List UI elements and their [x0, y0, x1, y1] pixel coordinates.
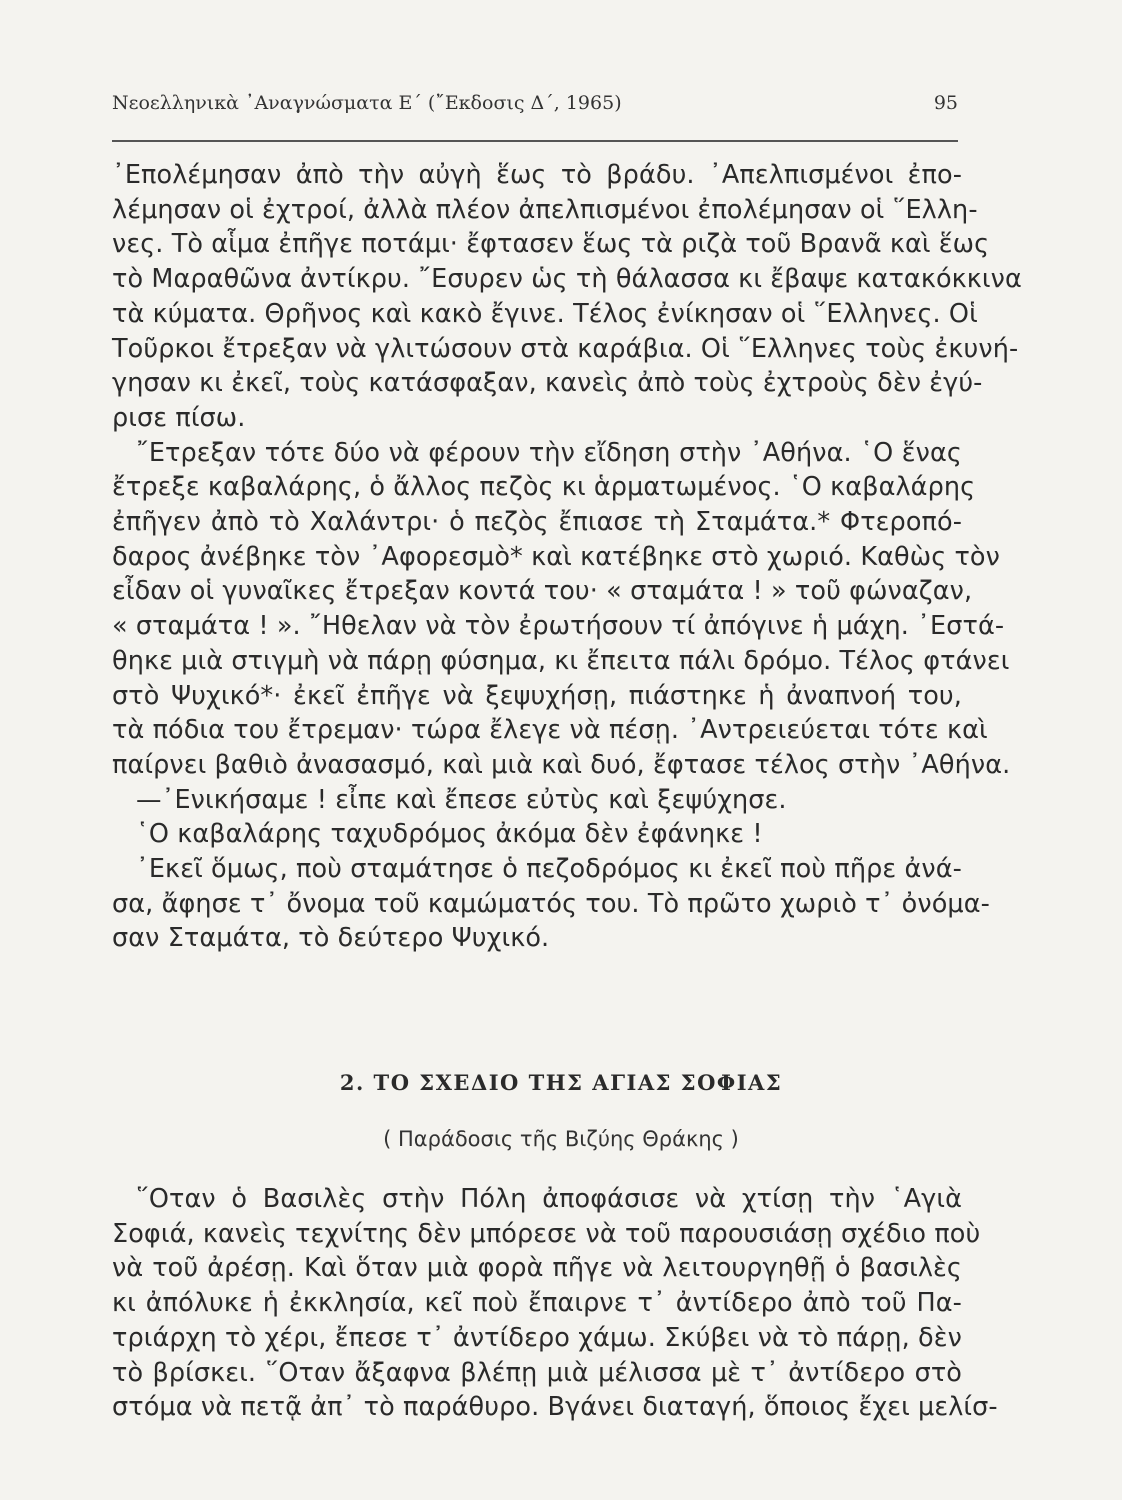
text-line: ᾿Επολέμησαν ἀπὸ τὴν αὐγὴ ἕως τὸ βράδυ. ᾿Απελπισμένοι ἐπο- [112, 160, 962, 190]
text-line: —᾿Ενικήσαμε ! εἶπε καὶ ἔπεσε εὐτὺς καὶ ξεψύχησε. [136, 784, 787, 815]
section-subtitle: ( Παράδοσις τῆς Βιζύης Θράκης ) [383, 1127, 739, 1151]
text-line: ρισε πίσω. [112, 402, 246, 433]
text-line: ἐπῆγεν ἀπὸ τὸ Χαλάντρι· ὁ πεζὸς ἔπιασε τὴ Σταμάτα.* Φτεροπό- [112, 507, 962, 538]
text-line: δαρος ἀνέβηκε τὸν ᾿Αφορεσμὸ* καὶ κατέβηκε στὸ χωριό. Καθὼς τὸν [112, 541, 1000, 572]
text-line: κι ἀπόλυκε ἡ ἐκκλησία, κεῖ ποὺ ἔπαιρνε τ᾿ ἀντίδερο ἀπὸ τοῦ Πα- [112, 1288, 962, 1319]
text-line: παίρνει βαθιὸ ἀνασασμό, καὶ μιὰ καὶ δυό, ἔφτασε τέλος στὴν ᾿Αθήνα. [112, 749, 1011, 780]
section-title: 2. ΤΟ ΣΧΕΔΙΟ ΤΗΣ ΑΓΙΑΣ ΣΟΦΙΑΣ [339, 1070, 783, 1095]
text-line: νες. Τὸ αἷμα ἐπῆγε ποτάμι· ἔφτασεν ἕως τὰ ριζὰ τοῦ Βρανᾶ καὶ ἕως [112, 229, 990, 260]
text-line: θηκε μιὰ στιγμὴ νὰ πάρῃ φύσημα, κι ἔπειτα πάλι δρόμο. Τέλος φτάνει [112, 645, 1010, 676]
text-line: γησαν κι ἐκεῖ, τοὺς κατάσφαξαν, κανεὶς ἀπὸ τοὺς ἐχτροὺς δὲν ἐγύ- [112, 368, 983, 399]
text-line: ῎Ετρεξαν τότε δύο νὰ φέρουν τὴν εἴδηση στὴν ᾿Αθήνα. ῾Ο ἕνας [136, 437, 962, 468]
text-line: νὰ τοῦ ἀρέσῃ. Καὶ ὅταν μιὰ φορὰ πῆγε νὰ λειτουργηθῇ ὁ βασιλὲς [112, 1253, 962, 1284]
text-line: ῞Οταν ὁ Βασιλὲς στὴν Πόλη ἀποφάσισε νὰ χτίσῃ τὴν ῾Αγιὰ [136, 1184, 962, 1214]
text-line: στόμα νὰ πετᾷ ἀπ᾿ τὸ παράθυρο. Βγάνει διαταγή, ὅποιος ἔχει μελίσ- [112, 1392, 998, 1423]
text-line: τὰ κύματα. Θρῆνος καὶ κακὸ ἔγινε. Τέλος ἐνίκησαν οἱ ῞Ελληνες. Οἱ [112, 298, 978, 329]
text-line: σαν Σταμάτα, τὸ δεύτερο Ψυχικό. [112, 923, 550, 954]
text-line: Τοῦρκοι ἔτρεξαν νὰ γλιτώσουν στὰ καράβια. Οἱ ῞Ελληνες τοὺς ἐκυνή- [112, 333, 1019, 364]
running-title: Νεοελληνικὰ ᾿Αναγνώσματα Ε΄ (῎Εκδοσις Δ΄, 1965) [112, 92, 622, 114]
text-line: τὰ πόδια του ἔτρεμαν· τώρα ἔλεγε νὰ πέσῃ. ᾿Αντρειεύεται τότε καὶ [112, 715, 988, 746]
text-line: « σταμάτα ! ». ῎Ηθελαν νὰ τὸν ἐρωτήσουν τί ἀπόγινε ἡ μάχη. ᾿Εστά- [112, 611, 1005, 642]
text-line: τριάρχη τὸ χέρι, ἔπεσε τ᾿ ἀντίδερο χάμω. Σκύβει νὰ τὸ πάρῃ, δὲν [112, 1322, 962, 1353]
text-line: εἶδαν οἱ γυναῖκες ἔτρεξαν κοντά του· « σταμάτα ! » τοῦ φώναζαν, [112, 576, 973, 607]
text-line: ἔτρεξε καβαλάρης, ὁ ἄλλος πεζὸς κι ἁρματωμένος. ῾Ο καβαλάρης [112, 472, 976, 503]
header-rule [112, 140, 958, 142]
text-line: ῾Ο καβαλάρης ταχυδρόμος ἀκόμα δὲν ἐφάνηκε ! [136, 819, 763, 850]
running-head [112, 92, 958, 114]
text-line: λέμησαν οἱ ἐχτροί, ἀλλὰ πλέον ἀπελπισμένοι ἐπολέμησαν οἱ ῞Ελλη- [112, 194, 978, 225]
text-line: τὸ Μαραθῶνα ἀντίκρυ. ῎Εσυρεν ὡς τὴ θάλασσα κι ἔβαψε κατακόκκινα [112, 264, 1022, 295]
story-text [112, 158, 1022, 956]
page-number: 95 [933, 92, 958, 114]
text-line: στὸ Ψυχικό*· ἐκεῖ ἐπῆγε νὰ ξεψυχήσῃ, πιάστηκε ἡ ἀναπνοή του, [112, 680, 962, 711]
text-line: Σοφιά, κανεὶς τεχνίτης δὲν μπόρεσε νὰ τοῦ παρουσιάσῃ σχέδιο ποὺ [112, 1218, 981, 1249]
text-line: ᾿Εκεῖ ὅμως, ποὺ σταμάτησε ὁ πεζοδρόμος κι ἐκεῖ ποὺ πῆρε ἀνά- [136, 854, 962, 885]
text-line: τὸ βρίσκει. ῞Οταν ἄξαφνα βλέπῃ μιὰ μέλισσα μὲ τ᾿ ἀντίδερο στὸ [112, 1357, 962, 1388]
text-line: σα, ἄφησε τ᾿ ὄνομα τοῦ καμώματός του. Τὸ πρῶτο χωριὸ τ᾿ ὀνόμα- [112, 888, 990, 919]
legend-text [112, 1182, 998, 1425]
